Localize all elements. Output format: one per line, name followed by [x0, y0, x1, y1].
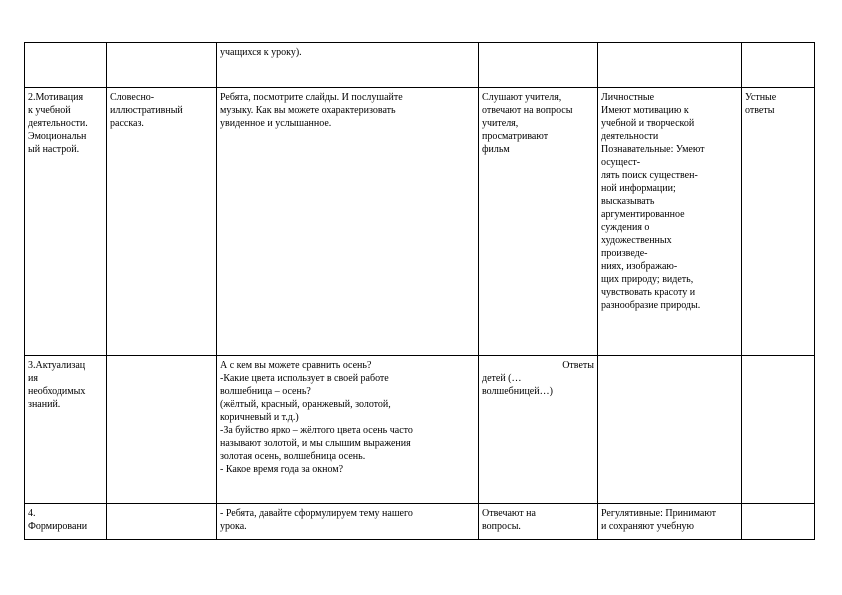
cell-text-line: Формировани: [28, 521, 88, 532]
cell-text-line: Эмоциональн: [28, 131, 87, 142]
cell-text-line: Познавательные: Умеют: [601, 144, 705, 155]
cell-text-line: -За буйство ярко – жёлтого цвета осень часто: [220, 425, 413, 436]
cell-text-line: суждения о: [601, 222, 650, 233]
cell-text-line: волшебницей…): [482, 386, 553, 397]
cell-text-line: аргументированное: [601, 209, 685, 220]
cell-text-line: музыку. Как вы можете охарактеризовать: [220, 105, 396, 116]
cell-text-line: лять поиск существен-: [601, 170, 698, 181]
cell-text-line: Имеют мотивацию к: [601, 105, 689, 116]
cell-text-line: 3.Актуализац: [28, 360, 86, 371]
cell-uud: [598, 88, 742, 356]
cell-pupils: [479, 356, 598, 504]
cell-text-line: Регулятивные: Принимают: [601, 508, 717, 519]
cell-text-line: разнообразие природы.: [601, 300, 701, 311]
table-row: [25, 504, 815, 540]
cell-method: [107, 88, 217, 356]
cell-text-line: золотая осень, волшебница осень.: [220, 451, 366, 462]
cell-teacher: [217, 43, 479, 88]
cell-text-line: Слушают учителя,: [482, 92, 562, 103]
cell-text-line: деятельности.: [28, 118, 88, 129]
cell-text-line: 4.: [28, 508, 36, 519]
cell-text-line: волшебница – осень?: [220, 386, 311, 397]
cell-text-line: ый настрой.: [28, 144, 80, 155]
cell-text-line: иллюстративный: [110, 105, 183, 116]
cell-stage: [25, 43, 107, 88]
cell-text-line: чувствовать красоту и: [601, 287, 696, 298]
cell-text-line: и сохраняют учебную: [601, 521, 695, 532]
cell-text-line: вопросы.: [482, 521, 521, 532]
table-row: [25, 43, 815, 88]
cell-text-line: рассказ.: [110, 118, 144, 129]
cell-text-line: ответы: [745, 105, 775, 116]
cell-text-line: знаний.: [28, 399, 61, 410]
cell-stage: [25, 88, 107, 356]
cell-text-line: называют золотой, и мы слышим выражения: [220, 438, 411, 449]
cell-text-line: - Какое время года за окном?: [220, 464, 344, 475]
cell-text-line: осущест-: [601, 157, 641, 168]
cell-text-line: Устные: [745, 92, 777, 103]
cell-text-line: Личностные: [601, 92, 655, 103]
cell-control: [742, 356, 815, 504]
lesson-plan-table: [24, 42, 815, 540]
table-row: [25, 88, 815, 356]
cell-text-line: деятельности: [601, 131, 659, 142]
cell-text-line: увиденное и услышанное.: [220, 118, 332, 129]
cell-method: [107, 43, 217, 88]
cell-text-line: - Ребята, давайте сформулируем тему нашего: [220, 508, 413, 519]
cell-uud: [598, 504, 742, 540]
cell-text-line: детей (…: [482, 373, 522, 384]
cell-text-line: (жёлтый, красный, оранжевый, золотой,: [220, 399, 391, 410]
cell-text-line: Словесно-: [110, 92, 155, 103]
cell-teacher: [217, 356, 479, 504]
cell-pupils: [479, 504, 598, 540]
cell-method: [107, 504, 217, 540]
cell-text-line: ниях, изображаю-: [601, 261, 678, 272]
cell-text-line: просматривают: [482, 131, 549, 142]
cell-uud: [598, 43, 742, 88]
cell-stage: [25, 504, 107, 540]
cell-control: [742, 504, 815, 540]
cell-text-line: ной информации;: [601, 183, 676, 194]
cell-stage: [25, 356, 107, 504]
cell-uud: [598, 356, 742, 504]
cell-text-line: Отвечают на: [482, 508, 536, 519]
cell-text-line: Ответы: [562, 360, 594, 371]
cell-teacher: [217, 88, 479, 356]
cell-text-line: урока.: [220, 521, 247, 532]
cell-text-line: учащихся к уроку).: [220, 47, 302, 58]
cell-text-line: к учебной: [28, 105, 71, 116]
cell-text-line: коричневый и т.д.): [220, 412, 299, 423]
cell-text-line: учителя,: [482, 118, 519, 129]
cell-text-line: отвечают на вопросы: [482, 105, 573, 116]
cell-text-line: -Какие цвета использует в своей работе: [220, 373, 389, 384]
cell-control: [742, 88, 815, 356]
cell-control: [742, 43, 815, 88]
cell-text-line: художественных: [601, 235, 672, 246]
cell-method: [107, 356, 217, 504]
table-row: [25, 356, 815, 504]
cell-text-line: Ребята, посмотрите слайды. И послушайте: [220, 92, 403, 103]
cell-text-line: фильм: [482, 144, 510, 155]
cell-text-line: произведе-: [601, 248, 648, 259]
cell-text-line: щих природу; видеть,: [601, 274, 694, 285]
cell-text-line: 2.Мотивация: [28, 92, 84, 103]
cell-teacher: [217, 504, 479, 540]
cell-text-line: высказывать: [601, 196, 655, 207]
cell-text-line: А с кем вы можете сравнить осень?: [220, 360, 372, 371]
cell-pupils: [479, 43, 598, 88]
cell-text-line: учебной и творческой: [601, 118, 695, 129]
cell-pupils: [479, 88, 598, 356]
cell-text-line: ия: [28, 373, 38, 384]
cell-text-line: необходимых: [28, 386, 86, 397]
